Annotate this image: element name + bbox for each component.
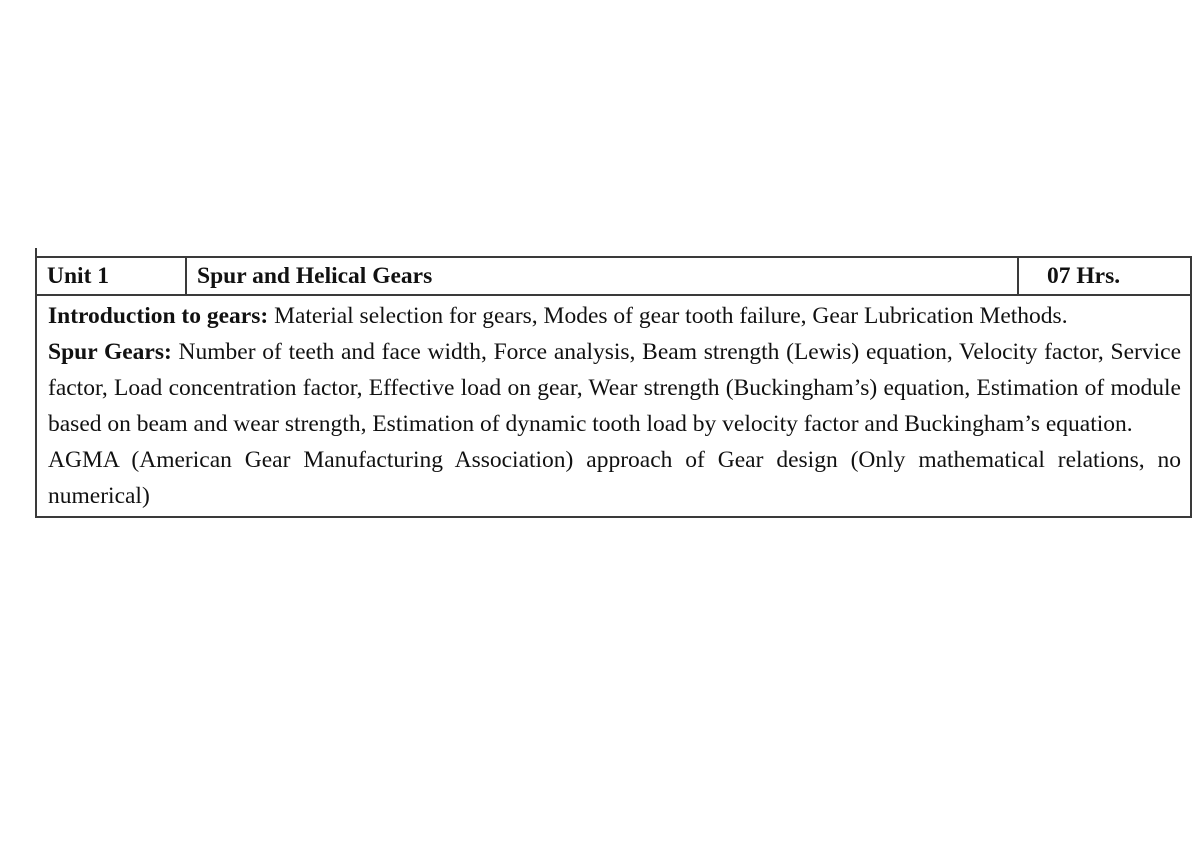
section-spur-gears: [48, 334, 1181, 442]
unit-content: [36, 295, 1191, 517]
unit-content-row: [36, 295, 1191, 517]
section-agma: [48, 442, 1181, 514]
unit-hours: 07 Hrs.: [1018, 257, 1191, 295]
unit-label: Unit 1: [36, 257, 186, 295]
section-introduction: [48, 298, 1181, 334]
section-spur-gears-heading: Spur Gears:: [48, 339, 172, 365]
syllabus-table: [35, 256, 1192, 518]
unit-header-row: [36, 257, 1191, 295]
unit-title: Spur and Helical Gears: [186, 257, 1018, 295]
section-introduction-text: Material selection for gears, Modes of gear tooth failure, Gear Lubrication Methods.: [268, 303, 1068, 329]
section-agma-text: AGMA (American Gear Manufacturing Association) approach of Gear design (Only mathematical relations, no numerical): [48, 447, 1181, 509]
section-spur-gears-text: Number of teeth and face width, Force analysis, Beam strength (Lewis) equation, Velocity factor, Service factor, Load concentration factor, Effective load on gear, Wear strength (Buckingham’s) equation, Estimation of module based on beam and wear strength, Estimation of dynamic tooth load by velocity factor and Buckingham’s equation.: [48, 339, 1181, 437]
section-introduction-heading: Introduction to gears:: [48, 303, 269, 329]
